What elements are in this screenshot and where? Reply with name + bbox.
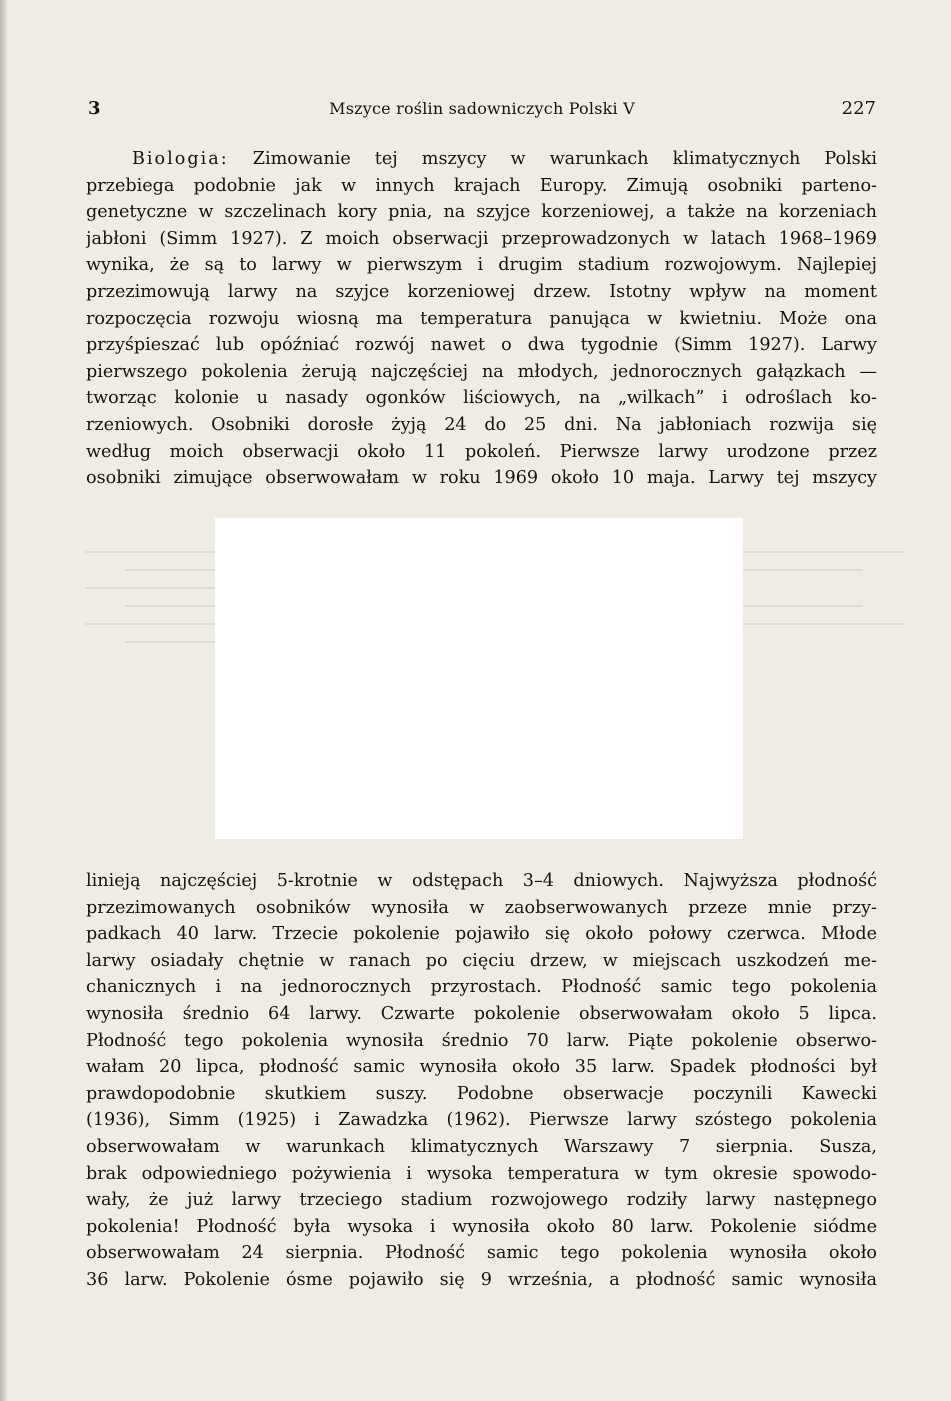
text-line: pierwszego pokolenia żerują najczęściej na młodych, jednorocznych gałązkach — [86, 361, 877, 382]
text-line: chanicznych i na jednorocznych przyrostach. Płodność samic tego pokolenia [86, 977, 877, 998]
text-line: padkach 40 larw. Trzecie pokolenie pojawiło się około połowy czerwca. Młode [86, 924, 877, 945]
page-number: 227 [841, 98, 876, 119]
text-line: przezimowują larwy na szyjce korzeniowej drzew. Istotny wpływ na moment [86, 281, 877, 302]
text-line: tworząc kolonie u nasady ogonków liściowych, na „wilkach” i odroślach ko- [86, 388, 877, 409]
text-line: linieją najczęściej 5-krotnie w odstępach 3–4 dniowych. Najwyższa płodność [86, 871, 877, 891]
page-header [88, 98, 876, 120]
issue-number: 3 [88, 98, 101, 119]
running-title: Mszyce roślin sadowniczych Polski V [329, 99, 635, 118]
text-line: wynosiła średnio 64 larwy. Czwarte pokolenie obserwowałam około 5 lipca. [86, 1003, 877, 1024]
text-line: rzeniowych. Osobniki dorosłe żyją 24 do 25 dni. Na jabłoniach rozwija się [86, 414, 877, 435]
text-line-content: Zimowanie tej mszycy w warunkach klimatycznych Polski [228, 149, 877, 169]
text-line: przebiega podobnie jak w innych krajach Europy. Zimują osobniki parteno- [86, 175, 877, 196]
text-line: obserwowałam w warunkach klimatycznych Warszawy 7 sierpnia. Susza, [86, 1136, 877, 1157]
text-line: brak odpowiedniego pożywienia i wysoka temperatura w tym okresie spowodo- [86, 1163, 877, 1184]
text-line: osobniki zimujące obserwowałam w roku 1969 około 10 maja. Larwy tej mszycy [86, 468, 877, 489]
text-line [86, 146, 877, 173]
text-line: przyśpieszać lub opóźniać rozwój nawet o dwa tygodnie (Simm 1927). Larwy [86, 335, 877, 356]
text-line: wały, że już larwy trzeciego stadium rozwojowego rodziły larwy następnego [86, 1190, 877, 1211]
text-line: jabłoni (Simm 1927). Z moich obserwacji przeprowadzonych w latach 1968–1969 [86, 228, 877, 249]
text-line: larwy osiadały chętnie w ranach po cięciu drzew, w miejscach uszkodzeń me- [86, 950, 877, 971]
text-line: Płodność tego pokolenia wynosiła średnio 70 larw. Piąte pokolenie obserwo- [86, 1030, 877, 1051]
figure-placeholder [215, 518, 743, 839]
text-line: prawdopodobnie skutkiem suszy. Podobne obserwacje poczynili Kawecki [86, 1083, 877, 1104]
text-line: przezimowanych osobników wynosiła w zaobserwowanych przeze mnie przy- [86, 897, 877, 918]
generations-paragraph [86, 868, 877, 1294]
text-line: genetyczne w szczelinach kory pnia, na szyjce korzeniowej, a także na korzeniach [86, 202, 877, 223]
biology-paragraph [86, 146, 877, 492]
text-line: według moich obserwacji około 11 pokoleń. Pierwsze larwy urodzone przez [86, 441, 877, 462]
text-line: rozpoczęcia rozwoju wiosną ma temperatura panująca w kwietniu. Może ona [86, 308, 877, 329]
text-line: wynika, że są to larwy w pierwszym i drugim stadium rozwojowym. Najlepiej [86, 255, 877, 276]
text-line: pokolenia! Płodność była wysoka i wynosiła około 80 larw. Pokolenie siódme [86, 1216, 877, 1237]
text-line: obserwowałam 24 sierpnia. Płodność samic tego pokolenia wynosiła około [86, 1243, 877, 1264]
text-line: (1936), Simm (1925) i Zawadzka (1962). Pierwsze larwy szóstego pokolenia [86, 1110, 877, 1131]
text-line: wałam 20 lipca, płodność samic wynosiła około 35 larw. Spadek płodności był [86, 1057, 877, 1078]
text-line: 36 larw. Pokolenie ósme pojawiło się 9 września, a płodność samic wynosiła [86, 1269, 877, 1290]
page-spine-shadow [0, 0, 7, 1401]
section-heading: Biologia: [132, 149, 229, 169]
